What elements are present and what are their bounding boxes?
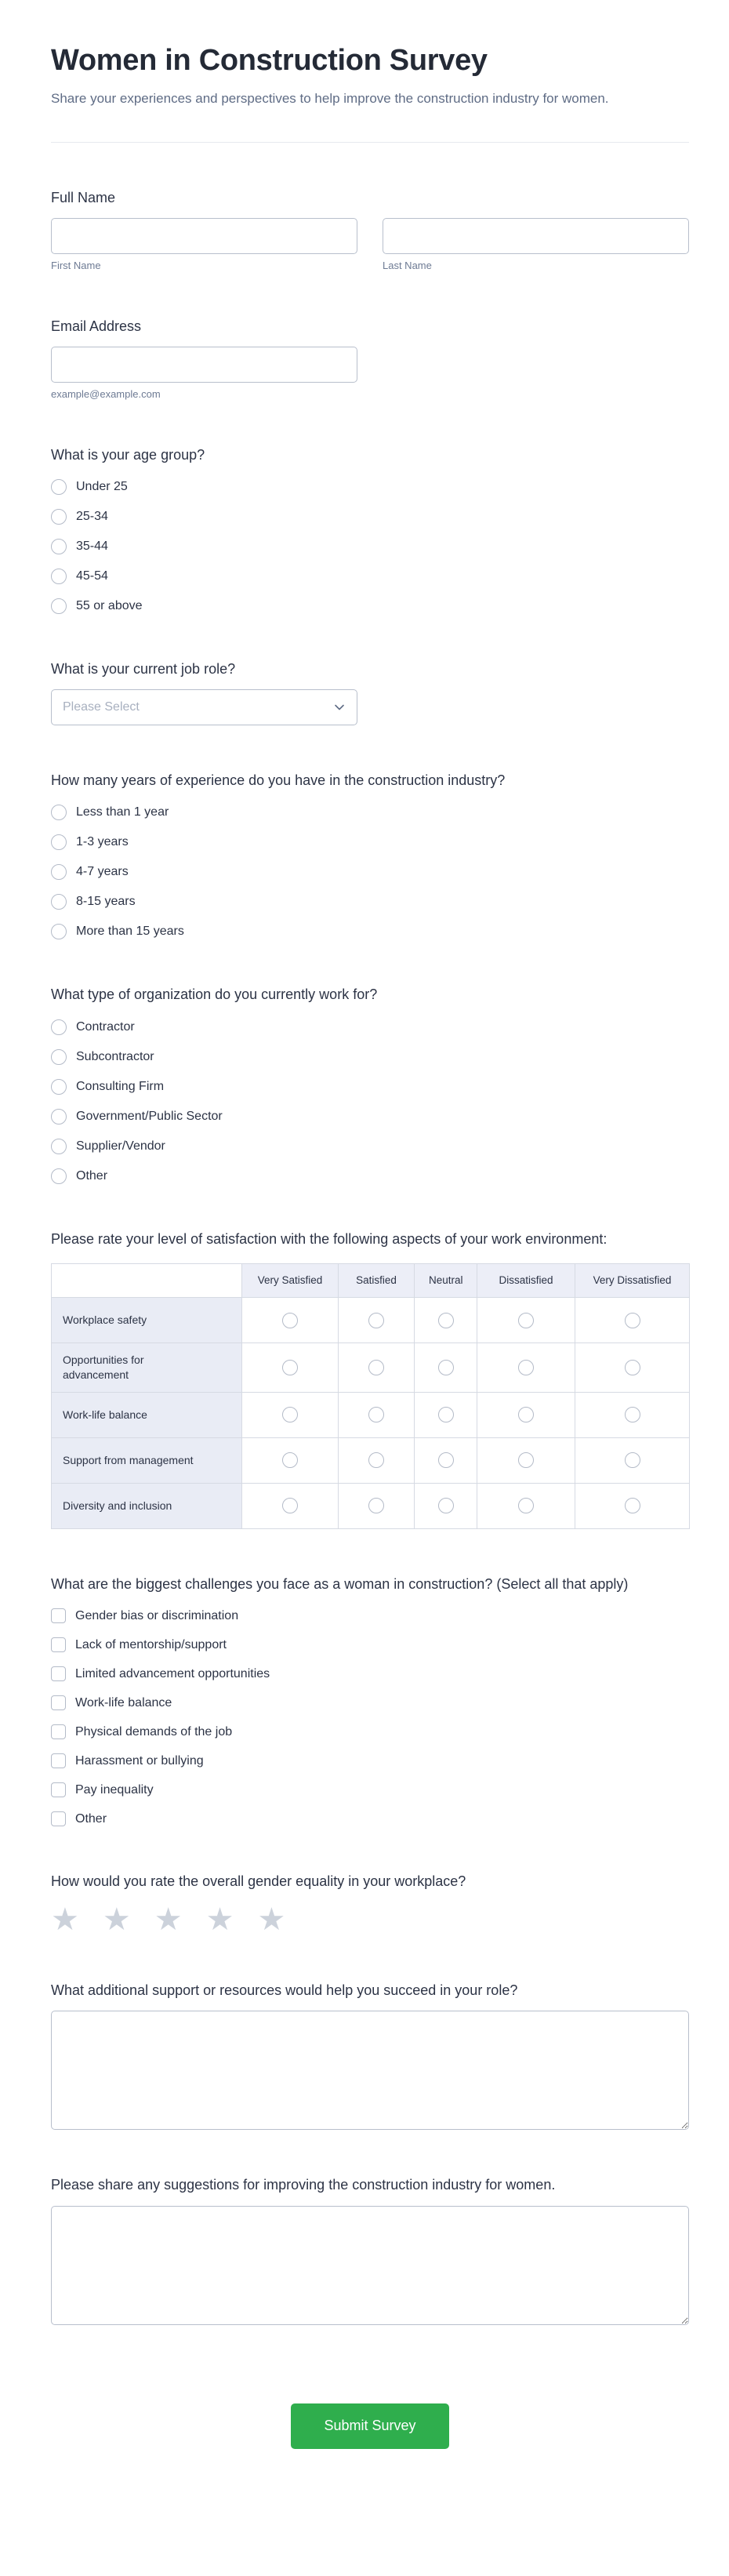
radio-icon[interactable] [625,1313,640,1328]
radio-option[interactable] [51,1109,223,1125]
radio-option-label: Government/Public Sector [76,1109,223,1123]
job-role-select[interactable] [51,689,357,725]
radio-option[interactable] [51,894,136,910]
matrix-cell[interactable] [575,1392,690,1437]
matrix-row-label: Work-life balance [52,1392,242,1437]
matrix-cell[interactable] [339,1298,415,1343]
matrix-cell[interactable] [575,1483,690,1528]
radio-option-label: Other [76,1168,108,1183]
question-age-group [51,445,689,614]
radio-icon[interactable] [438,1407,454,1422]
checkbox-icon[interactable] [51,1637,66,1652]
radio-icon[interactable] [518,1407,534,1422]
radio-option-label: 25-34 [76,510,108,524]
radio-option-label: Supplier/Vendor [76,1139,165,1153]
radio-option-label: 4-7 years [76,865,129,879]
matrix-row [52,1483,690,1528]
radio-option-label: 8-15 years [76,895,136,909]
radio-option-label: Consulting Firm [76,1079,165,1093]
checkbox-icon[interactable] [51,1695,66,1710]
matrix-cell[interactable] [415,1343,477,1393]
radio-option[interactable] [51,1049,154,1065]
radio-icon[interactable] [368,1360,384,1375]
matrix-cell[interactable] [575,1343,690,1393]
question-experience [51,771,689,939]
radio-icon[interactable] [282,1498,298,1513]
radio-option[interactable] [51,1079,164,1095]
question-label: What additional support or resources would help you succeed in your role? [51,1982,518,1999]
radio-option-label: Contractor [76,1019,135,1034]
radio-icon[interactable] [438,1452,454,1468]
matrix-cell[interactable] [477,1298,575,1343]
radio-option-label: 1-3 years [76,835,129,849]
radio-icon[interactable] [51,539,67,554]
checkbox-icon[interactable] [51,1608,66,1623]
radio-icon[interactable] [51,1019,67,1035]
radio-icon[interactable] [438,1498,454,1513]
question-label: What is your age group? [51,446,205,463]
matrix-cell[interactable] [242,1343,339,1393]
matrix-row [52,1437,690,1483]
matrix-cell[interactable] [242,1483,339,1528]
radio-icon[interactable] [625,1498,640,1513]
question-job-role [51,659,689,725]
suggestions-textarea[interactable] [51,2206,689,2325]
radio-option-label: More than 15 years [76,925,184,939]
radio-icon[interactable] [51,834,67,850]
matrix-cell[interactable] [415,1437,477,1483]
radio-icon[interactable] [51,598,67,614]
question-satisfaction-matrix [51,1230,689,1529]
checkbox-option[interactable] [51,1608,238,1623]
matrix-cell[interactable] [242,1437,339,1483]
radio-icon[interactable] [282,1407,298,1422]
radio-icon[interactable] [51,1079,67,1095]
radio-icon[interactable] [51,509,67,525]
matrix-cell[interactable] [415,1483,477,1528]
question-label: How many years of experience do you have in the construction industry? [51,772,506,789]
radio-option[interactable] [51,539,108,554]
radio-icon[interactable] [51,864,67,880]
matrix-cell[interactable] [339,1343,415,1393]
question-label: Please share any suggestions for improving the construction industry for women. [51,2177,556,2193]
matrix-row-label: Support from management [52,1437,242,1483]
checkbox-option-label: Other [75,1811,107,1826]
form-header [51,44,689,109]
matrix-cell[interactable] [477,1483,575,1528]
checkbox-option[interactable] [51,1666,270,1681]
star-icon[interactable]: ★ [154,1902,183,1938]
radio-icon[interactable] [51,569,67,584]
checkbox-option[interactable] [51,1753,204,1768]
matrix-cell[interactable] [415,1392,477,1437]
checkbox-option-label: Physical demands of the job [75,1724,233,1739]
matrix-row [52,1392,690,1437]
name-inputs-row [51,218,689,271]
matrix-column-header: Very Satisfied [242,1263,339,1297]
organization-options [51,1019,689,1184]
question-label: Full Name [51,189,116,205]
question-label: What are the biggest challenges you face as a woman in construction? (Select all that apply) [51,1575,629,1592]
experience-options [51,805,689,939]
matrix-column-header: Dissatisfied [477,1263,575,1297]
radio-option[interactable] [51,864,129,880]
matrix-cell[interactable] [339,1483,415,1528]
matrix-cell[interactable] [477,1343,575,1393]
star-icon[interactable]: ★ [102,1902,131,1938]
radio-option[interactable] [51,1139,165,1154]
radio-option[interactable] [51,834,129,850]
first-name-field [51,218,357,271]
support-textarea[interactable] [51,2011,689,2130]
matrix-cell[interactable] [415,1298,477,1343]
challenges-options [51,1608,689,1826]
question-suggestions [51,2175,689,2324]
question-challenges [51,1575,689,1826]
question-label: Email Address [51,318,142,334]
radio-icon[interactable] [51,1168,67,1184]
submit-row [51,2403,689,2449]
matrix-row [52,1343,690,1393]
radio-option-label: 55 or above [76,599,143,613]
checkbox-option-label: Pay inequality [75,1782,154,1797]
checkbox-option[interactable] [51,1695,172,1710]
radio-option[interactable] [51,1019,135,1035]
checkbox-icon[interactable] [51,1782,66,1797]
question-email [51,317,689,400]
matrix-row-label: Opportunities for advancement [52,1343,242,1393]
radio-icon[interactable] [282,1313,298,1328]
matrix-row [52,1298,690,1343]
question-organization [51,985,689,1183]
last-name-sublabel: Last Name [383,259,432,271]
radio-option[interactable] [51,479,128,495]
radio-option[interactable] [51,509,108,525]
page-title: Women in Construction Survey [51,44,488,77]
header-divider [51,142,689,143]
radio-option-label: Less than 1 year [76,805,169,819]
chevron-down-icon [333,701,346,714]
checkbox-option-label: Work-life balance [75,1695,172,1709]
radio-icon[interactable] [368,1452,384,1468]
radio-icon[interactable] [51,1109,67,1125]
star-icon[interactable]: ★ [205,1902,234,1938]
checkbox-option-label: Limited advancement opportunities [75,1666,270,1680]
star-icon[interactable]: ★ [51,1902,79,1938]
radio-icon[interactable] [625,1407,640,1422]
checkbox-icon[interactable] [51,1753,66,1768]
matrix-cell[interactable] [477,1437,575,1483]
question-label: Please rate your level of satisfaction with the following aspects of your work environment: [51,1230,608,1247]
question-full-name [51,188,689,271]
radio-icon[interactable] [518,1498,534,1513]
question-support [51,1981,689,2130]
star-icon[interactable]: ★ [257,1902,286,1938]
checkbox-icon[interactable] [51,1666,66,1681]
matrix-corner-cell [52,1263,242,1297]
question-equality-rating [51,1872,689,1938]
radio-icon[interactable] [625,1360,640,1375]
matrix-row-label: Workplace safety [52,1298,242,1343]
matrix-cell[interactable] [242,1298,339,1343]
checkbox-option[interactable] [51,1811,107,1826]
matrix-row-label: Diversity and inclusion [52,1483,242,1528]
radio-icon[interactable] [368,1498,384,1513]
matrix-header-row [52,1263,690,1297]
radio-icon[interactable] [51,1139,67,1154]
matrix-cell[interactable] [575,1298,690,1343]
matrix-cell[interactable] [575,1437,690,1483]
star-rating [51,1902,689,1938]
last-name-field [383,218,689,271]
last-name-input[interactable] [383,218,689,254]
checkbox-icon[interactable] [51,1724,66,1739]
select-placeholder: Please Select [63,700,140,714]
radio-icon[interactable] [518,1360,534,1375]
radio-icon[interactable] [51,1049,67,1065]
radio-option[interactable] [51,598,143,614]
matrix-cell[interactable] [242,1392,339,1437]
matrix-cell[interactable] [339,1437,415,1483]
question-label: What type of organization do you currently work for? [51,986,378,1003]
matrix-cell[interactable] [339,1392,415,1437]
email-input[interactable] [51,347,357,383]
radio-option[interactable] [51,569,108,584]
matrix-column-header: Very Dissatisfied [575,1263,690,1297]
matrix-column-header: Neutral [415,1263,477,1297]
radio-icon[interactable] [368,1407,384,1422]
radio-icon[interactable] [438,1313,454,1328]
radio-option-label: Under 25 [76,480,128,494]
checkbox-option-label: Gender bias or discrimination [75,1608,239,1622]
radio-icon[interactable] [282,1360,298,1375]
radio-option[interactable] [51,1168,107,1184]
radio-icon[interactable] [625,1452,640,1468]
matrix-cell[interactable] [477,1392,575,1437]
radio-option-label: 35-44 [76,540,108,554]
page-subtitle: Share your experiences and perspectives to help improve the construction industry for women. [51,91,609,106]
radio-icon[interactable] [51,805,67,820]
checkbox-icon[interactable] [51,1811,66,1826]
submit-button[interactable]: Submit Survey [291,2403,448,2449]
satisfaction-matrix-table [51,1263,690,1529]
checkbox-option[interactable] [51,1724,232,1739]
radio-icon[interactable] [368,1313,384,1328]
radio-icon[interactable] [282,1452,298,1468]
radio-icon[interactable] [51,924,67,939]
radio-option[interactable] [51,805,169,820]
radio-option-label: 45-54 [76,569,108,583]
radio-option-label: Subcontractor [76,1049,154,1063]
age-group-options [51,479,689,614]
first-name-input[interactable] [51,218,357,254]
question-label: How would you rate the overall gender equality in your workplace? [51,1873,466,1889]
checkbox-option[interactable] [51,1637,227,1652]
checkbox-option-label: Lack of mentorship/support [75,1637,227,1651]
checkbox-option[interactable] [51,1782,154,1797]
question-label: What is your current job role? [51,661,236,678]
radio-option[interactable] [51,924,184,939]
radio-icon[interactable] [438,1360,454,1375]
radio-icon[interactable] [51,479,67,495]
first-name-sublabel: First Name [51,259,101,271]
checkbox-option-label: Harassment or bullying [75,1753,204,1768]
radio-icon[interactable] [518,1313,534,1328]
radio-icon[interactable] [51,894,67,910]
email-sublabel: example@example.com [51,387,161,400]
matrix-column-header: Satisfied [339,1263,415,1297]
radio-icon[interactable] [518,1452,534,1468]
